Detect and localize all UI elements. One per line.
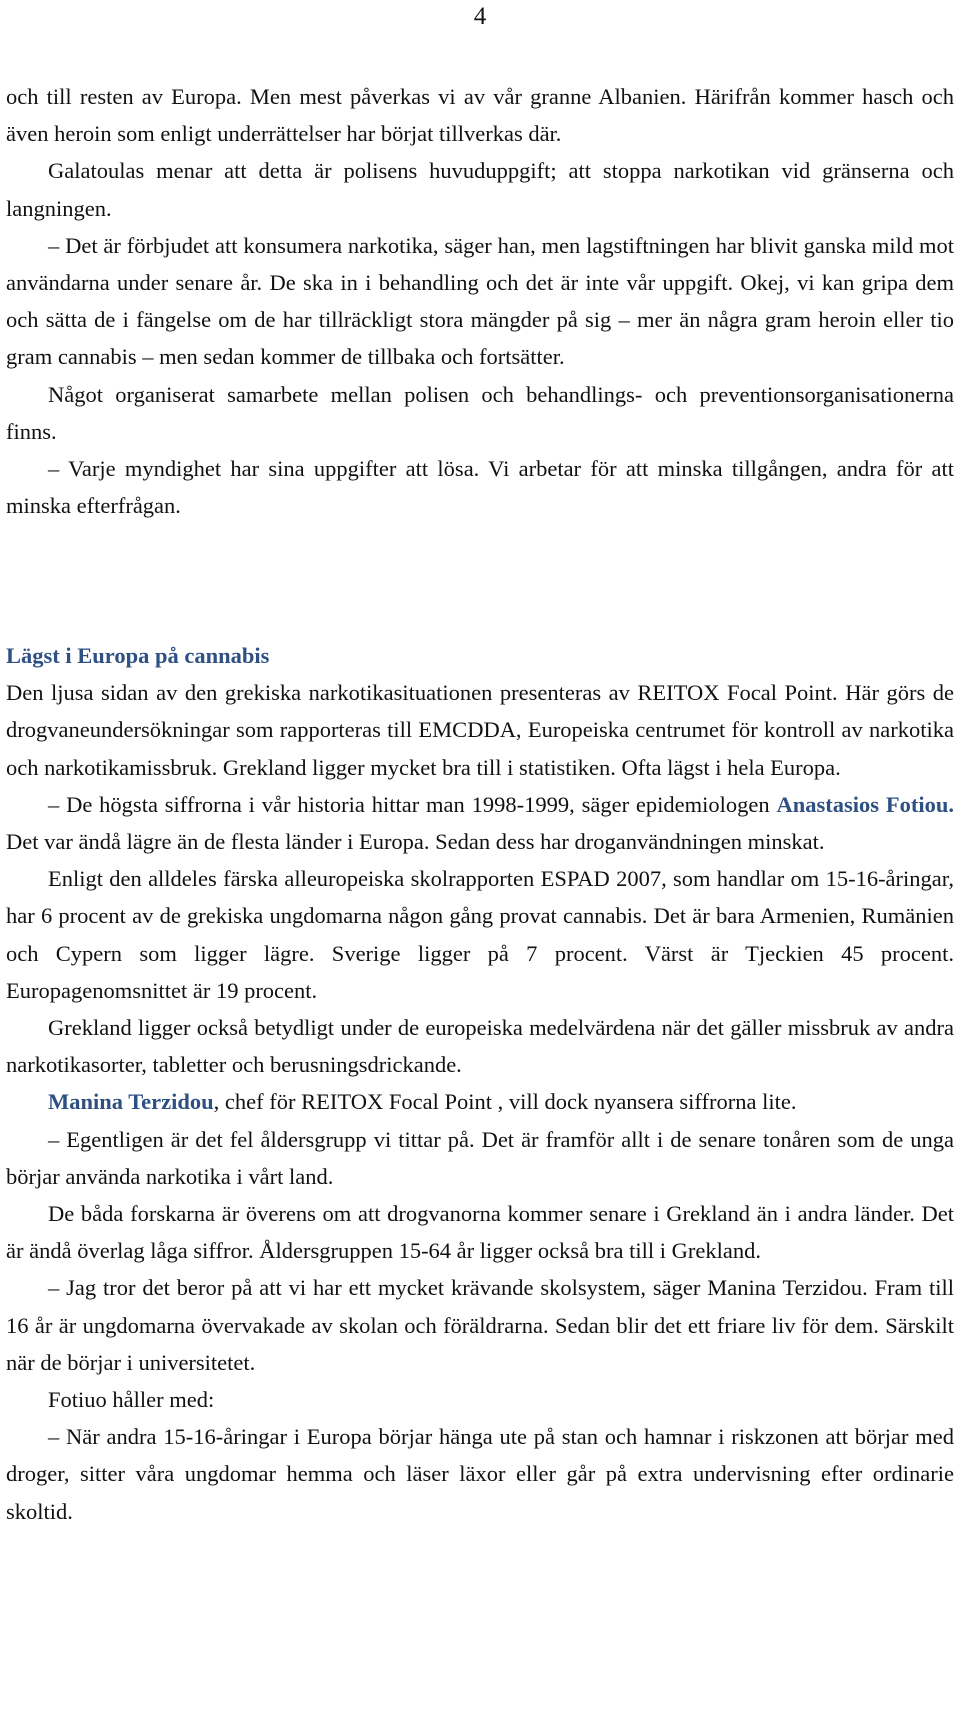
paragraph: Grekland ligger också betydligt under de europeiska medelvärdena när det gäller missbruk av andra narkotikasorter, tabletter och berusningsdrickande. xyxy=(6,1015,954,1078)
article-section-cannabis xyxy=(6,637,954,1530)
quote-paragraph: – När andra 15-16-åringar i Europa börjar hänga ute på stan och hamnar i riskzonen att börjar med droger, sitter våra ungdomar hemma och läser läxor eller går på extra undervisning efter ordinarie skoltid. xyxy=(6,1424,954,1524)
quote-paragraph: – Jag tror det beror på att vi har ett mycket krävande skolsystem, säger Manina Terzidou. Fram till 16 år är ungdomarna övervakade av skolan och föräldrarna. Sedan blir det ett friare liv för dem. Särskilt när de börjar i universitetet. xyxy=(6,1275,954,1375)
quote-paragraph: – Egentligen är det fel åldersgrupp vi tittar på. Det är framför allt i de senare tonåren som de unga börjar använda narkotika i vårt land. xyxy=(6,1126,954,1189)
text-span: Det var ändå lägre än de flesta länder i Europa. Sedan dess har droganvändningen minskat. xyxy=(6,829,825,855)
person-name: Anastasios Fotiou. xyxy=(776,791,954,817)
paragraph: och till resten av Europa. Men mest påverkas vi av vår granne Albanien. Härifrån kommer hasch och även heroin som enligt underrättelser har börjat tillverkas där. xyxy=(6,84,954,147)
text-span: , chef för REITOX Focal Point , vill dock nyansera siffrorna lite. xyxy=(213,1089,797,1115)
paragraph xyxy=(6,1083,954,1120)
paragraph: Den ljusa sidan av den grekiska narkotikasituationen presenteras av REITOX Focal Point. Här görs de drogvaneundersökningar som rapporteras till EMCDDA, Europeiska centrumet för kontroll av narkotika och narkotikamissbruk. Grekland ligger mycket bra till i statistiken. Ofta lägst i hela Europa. xyxy=(6,680,954,780)
person-name: Manina Terzidou xyxy=(48,1089,214,1115)
page-number: 4 xyxy=(473,3,487,30)
quote-paragraph: – Varje myndighet har sina uppgifter att lösa. Vi arbetar för att minska tillgången, andra för att minska efterfrågan. xyxy=(6,456,954,519)
quote-paragraph xyxy=(6,786,954,860)
quote-paragraph: – Det är förbjudet att konsumera narkotika, säger han, men lagstiftningen har blivit ganska mild mot användarna under senare år. De ska in i behandling och det är inte vår uppgift. Okej, vi kan gripa dem och sätta de i fängelse om de har tillräckligt stora mängder på sig – mer än några gram heroin eller tio gram cannabis – men sedan kommer de tillbaka och fortsätter. xyxy=(6,232,954,370)
article-section-police xyxy=(6,78,954,524)
paragraph: Enligt den alldeles färska alleuropeiska skolrapporten ESPAD 2007, som handlar om 15-16-åringar, har 6 procent av de grekiska ungdomarna någon gång provat cannabis. Det är bara Armenien, Rumänien och Cypern som ligger lägre. Sverige ligger på 7 procent. Värst är Tjeckien 45 procent. Europagenomsnittet är 19 procent. xyxy=(6,866,954,1003)
paragraph: De båda forskarna är överens om att drogvanorna kommer senare i Grekland än i andra länder. Det är ändå överlag låga siffror. Åldersgruppen 15-64 år ligger också bra till i Grekland. xyxy=(6,1201,954,1264)
paragraph: Fotiuo håller med: xyxy=(48,1387,215,1413)
section-heading: Lägst i Europa på cannabis xyxy=(6,643,270,668)
text-span: – De högsta siffrorna i vår historia hittar man 1998-1999, säger epidemiologen xyxy=(48,791,777,817)
paragraph: Något organiserat samarbete mellan polisen och behandlings- och preventionsorganisationerna finns. xyxy=(6,381,954,444)
paragraph: Galatoulas menar att detta är polisens huvuduppgift; att stoppa narkotikan vid gränserna och langningen. xyxy=(6,158,954,221)
